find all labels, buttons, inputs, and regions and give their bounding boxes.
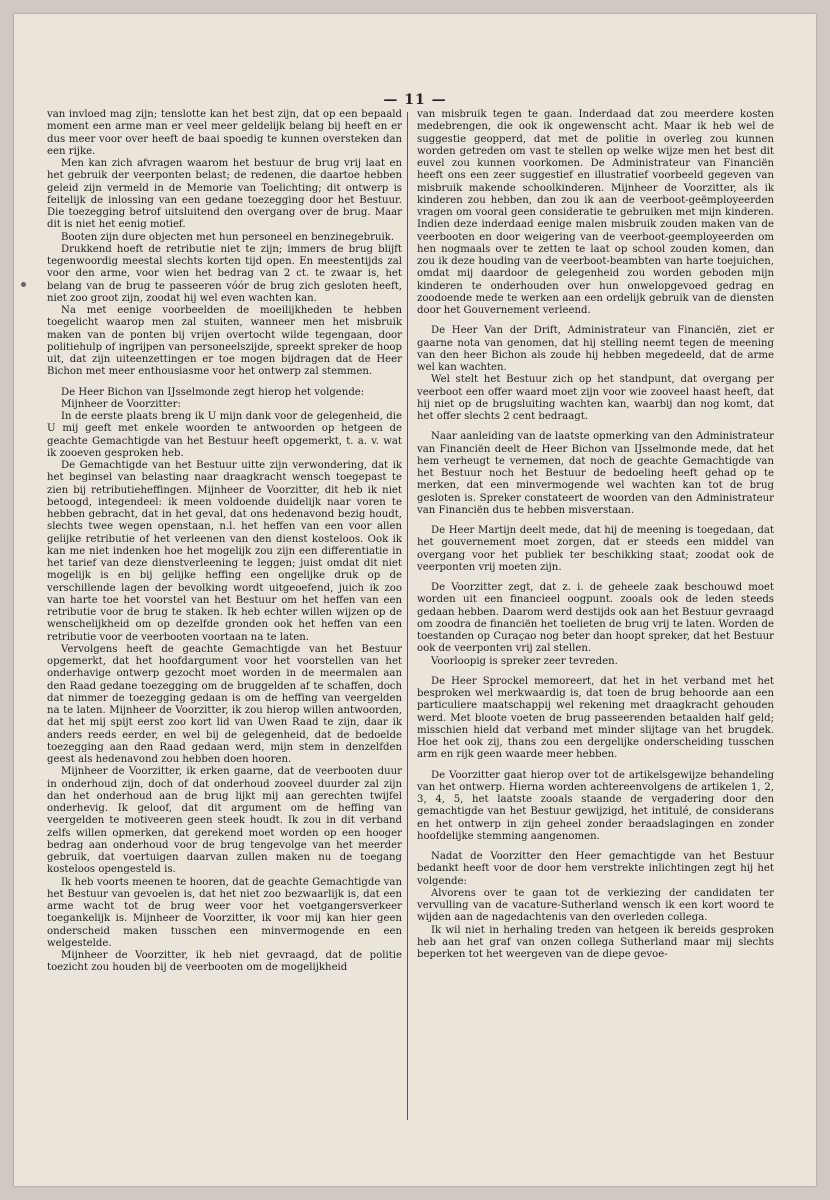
paragraph: Booten zijn dure objecten met hun personeel en benzinegebruik. [61, 231, 395, 243]
paragraph: De Heer Bichon van IJsselmonde zegt hierop het volgende: [61, 386, 365, 398]
paragraph: Men kan zich afvragen waarom het bestuur de brug vrij laat en het gebruik der veerponten belast; de redenen, die daartoe hebben geleid zijn vermeld in de Memorie van Toelichting; dit ontwerp is feitelijk de inlossing van een gedane toezegging door het Bestuur. Die toezegging betrof uitsluitend den overgang over de brug. Maar dit is niet het eenig motief. [47, 158, 402, 231]
punch-hole-mark [21, 282, 26, 287]
paragraph: Wel stelt het Bestuur zich op het standpunt, dat overgang per veerboot een offer waard moet zijn voor wie zooveel haast heeft, dat hij niet op de brugsluiting wachten kan, waarbij dan nog komt, dat het offer slechts 2 cent bedraagt. [417, 374, 774, 422]
paragraph: Naar aanleiding van de laatste opmerking van den Administrateur van Financiën deelt de Heer Bichon van IJsselmonde mede, dat het hem verheugt te vernemen, dat noch de geachte Gemachtigde van het Bestuur noch het Bestuur de bedoeling heeft gehad op te merken, dat een minvermogende wel wachten kan tot de brug gesloten is. Spreker constateert de woorden van den Administrateur van Financiën dus te hebben misverstaan. [417, 431, 774, 516]
page-number: — 11 — [383, 92, 447, 108]
paragraph: Nadat de Voorzitter den Heer gemachtigde van het Bestuur bedankt heeft voor de door hem verstrekte inlichtingen zegt hij het volgende: [417, 851, 774, 887]
paragraph: De Gemachtigde van het Bestuur uitte zijn verwondering, dat ik het beginsel van belasting naar draagkracht wensch toegepast te zien bij retributieheffingen. Mijnheer de Voorzitter, dit heb ik niet betoogd, integendeel: ik meen voldoende duidelijk naar voren te hebben gebracht, dat in het geval, dat ons hedenavond bezig houdt, slechts twee wegen openstaan, n.l. het heffen van een voor allen gelijke retributie of het verleenen van den dienst kosteloos. Ook ik kan me niet indenken hoe het mogelijk zou zijn een differentiatie in het tarief van deze dienstverleening te leggen; juist omdat dit niet mogelijk is en bij gelijke heffing een ongelijke druk op de verschillende lagen der bevolking wordt uitgeoefend, juich ik zoo van harte toe het voorstel van het Bestuur om het heffen van een retributie voor de brug te staken. Ik heb echter willen wijzen op de wenschelijkheid om op dezelfde gronden ook het heffen van een retributie voor de veerbooten voortaan na te laten. [47, 460, 402, 643]
paragraph: Mijnheer de Voorzitter: [61, 398, 181, 410]
paragraph: Alvorens over te gaan tot de verkiezing der candidaten ter vervulling van de vacature-Sutherland wensch ik een kort woord te wijden aan de nagedachtenis van den overleden collega. [417, 887, 774, 924]
paragraph: De Heer Van der Drift, Administrateur van Financiën, ziet er gaarne nota van genomen, dat hij stelling neemt tegen de meening van den heer Bichon als zoude hij hebben megedeeld, dat de arme wel kan wachten. [417, 325, 774, 373]
paragraph: Mijnheer de Voorzitter, ik erken gaarne, dat de veerbooten duur in onderhoud zijn, doch of dat onderhoud zooveel duurder zal zijn dan het onderhoud aan de brug lijkt mij aan gerechten twijfel onderhevig. Ik geloof, dat dit argument om de heffing van veergelden te motiveeren geen steek houdt. Ik zou in dit verband zelfs willen opmerken, dat gerekend moet worden op een hooger bedrag aan onderhoud voor de brug tengevolge van het meerder gebruik, dat voertuigen daarvan zullen maken nu de toegang kosteloos opengesteld is. [47, 766, 402, 876]
paragraph: De Heer Sprockel memoreert, dat het in het verband met het besproken wel merkwaardig is, dat toen de brug behoorde aan een particuliere maatschappij wel rekening met draagkracht gehouden werd. Met bloote voeten de brug passeerenden betaalden half geld; misschien hield dat verband met minder slijtage van het brugdek. Hoe het ook zij, thans zou een dergelijke onderscheiding tusschen arm en rijk geen waarde meer hebben. [417, 675, 774, 761]
paragraph: Ik heb voorts meenen te hooren, dat de geachte Gemachtigde van het Bestuur van gevoelen is, dat het niet zoo bezwaarlijk is, dat een arme wacht tot de brug weer voor het voetgangersverkeer toegankelijk is. Mijnheer de Voorzitter, ik voor mij kan hier geen onderscheid maken tusschen een minvermogende en een welgestelde. [47, 876, 402, 949]
paragraph: Voorloopig is spreker zeer tevreden. [431, 655, 618, 667]
paragraph: van invloed mag zijn; tenslotte kan het best zijn, dat op een bepaald moment een arme man er veel meer geldelijk belang bij heeft en er dus meer voor over heeft de baai spoedig te kunnen oversteken dan een rijke. [47, 109, 402, 157]
column-divider [407, 112, 408, 1120]
paragraph: In de eerste plaats breng ik U mijn dank voor de gelegenheid, die U mij geeft met enkele woorden te antwoorden op hetgeen de geachte Gemachtigde van het Bestuur heeft opgemerkt, t. a. v. wat ik zooeven gesproken heb. [47, 411, 402, 459]
paragraph: De Voorzitter gaat hierop over tot de artikelsgewijze behandeling van het ontwerp. Hierna worden achtereenvolgens de artikelen 1, 2, 3, 4, 5, het laatste zooals staande de vergadering door den gemachtigde van het Bestuur gewijzigd, het intitulé, de considerans en het ontwerp in zijn geheel zonder beraadslagingen en zonder hoofdelijke stemming aangenomen. [417, 769, 774, 842]
paragraph: Drukkend hoeft de retributie niet te zijn; immers de brug blijft tegenwoordig meestal slechts korten tijd open. En meestentijds zal voor den arme, voor wien het bedrag van 2 ct. te zwaar is, het belang van de brug te passeeren vóór de brug zich gesloten heeft, niet zoo groot zijn, zoodat hij wel even wachten kan. [47, 243, 402, 304]
paragraph: Ik wil niet in herhaling treden van hetgeen ik bereids gesproken heb aan het graf van onzen collega Sutherland maar mij slechts beperken tot het weergeven van de diepe gevoe- [417, 924, 774, 960]
paragraph: Mijnheer de Voorzitter, ik heb niet gevraagd, dat de politie toezicht zou houden bij de veerbooten om de mogelijkheid [47, 950, 402, 974]
paragraph: Vervolgens heeft de geachte Gemachtigde van het Bestuur opgemerkt, dat het hoofdargument voor het voorstellen van het onderhavige ontwerp gezocht moet worden in de meermalen aan den Raad gedane toezegging om de bruggelden af te schaffen, doch dat nimmer de toezegging gedaan is om de heffing van veergelden na te laten. Mijnheer de Voorzitter, ik zou hierop willen antwoorden, dat het mij spijt eerst zoo kort lid van Uwen Raad te zijn, daar ik anders reeds eerder, en wel bij de gelegenheid, dat de bedoelde toezegging aan den Raad gedaan werd, mijn stem in denzelfden geest als hedenavond zou hebben doen hooren. [47, 643, 402, 765]
left-column [47, 109, 402, 975]
paragraph: De Voorzitter zegt, dat z. i. de geheele zaak beschouwd moet worden uit een financieel oogpunt. zooals ook de leden steeds gedaan hebben. Daarom werd destijds ook aan het Bestuur gevraagd om zoodra de financiën het toelieten de brug vrij te laten. Worden de toestanden op Curaçao nog beter dan hoopt spreker, dat het Bestuur ook de veerponten vrij zal stellen. [417, 582, 774, 655]
document-page [14, 14, 816, 1186]
paragraph: De Heer Martijn deelt mede, dat hij de meening is toegedaan, dat het gouvernement moet zorgen, dat er steeds een middel van overgang voor het publiek ter beschikking staat; zoodat ook de veerponten vrij moeten zijn. [417, 525, 774, 573]
right-column [417, 109, 774, 961]
paragraph: van misbruik tegen te gaan. Inderdaad dat zou meerdere kosten medebrengen, die ook ik ongewenscht acht. Maar ik heb wel de suggestie geopperd, dat met de politie in overleg zou kunnen worden getreden om vast te stellen op welke wijze men het best dit euvel zou kunnen voorkomen. De Administrateur van Financiën heeft ons een zeer suggestief en illustratief voorbeeld gegeven van misbruik makende schoolkinderen. Mijnheer de Voorzitter, als ik kinderen zou hebben, dan zou ik aan de veerboot-geëmployeerden vragen om vooral geen consideratie te gebruiken met mijn kinderen. Indien deze inderdaad eenige malen misbruik zouden maken van de veerbooten en door weigering van de veerboot-geemployeerden om hen nogmaals over te zetten te laat op school zouden komen, dan zou ik deze houding van de veerboot-beambten van harte toejuichen, omdat mij daardoor de gelegenheid zou worden geboden mijn kinderen te onderhouden over hun onwelopgevoed gedrag en zoodoende mede te werken aan een ordelijk gebruik van de diensten door het Gouvernement verleend. [417, 109, 774, 316]
paragraph: Na met eenige voorbeelden de moeilijkheden te hebben toegelicht waarop men zal stuiten, wanneer men het misbruik maken van de ponten bij vrijen overtocht wilde tegengaan, door politiehulp of ingrijpen van personeelszijde, spreekt spreker de hoop uit, dat zijn uiteenzettingen er toe mogen bijdragen dat de Heer Bichon met meer enthousiasme voor het ontwerp zal stemmen. [47, 305, 402, 378]
